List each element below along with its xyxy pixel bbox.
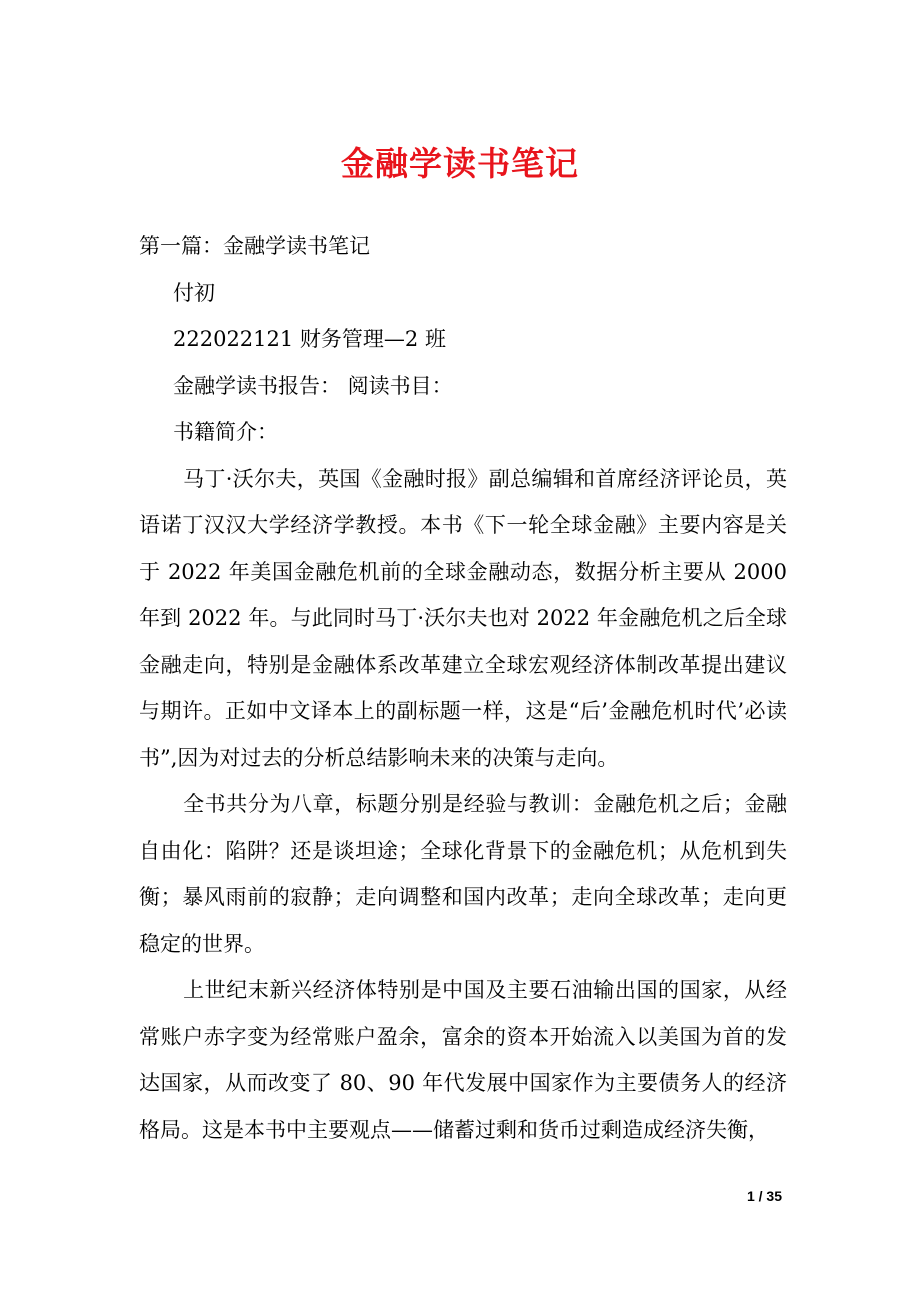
paragraph: 全书共分为八章，标题分别是经验与教训：金融危机之后；金融自由化：陷阱？还是谈坦途；全球化背景下的金融危机；从危机到失衡；暴风雨前的寂静；走向调整和国内改革；走向全球改革；走向更稳定的世界。 [139,792,787,956]
document-body [139,223,787,1153]
intro-heading: 书籍简介： [173,420,278,444]
report-line: 金融学读书报告： 阅读书目： [173,373,453,398]
paragraph: 马丁·沃尔夫，英国《金融时报》副总编辑和首席经济评论员，英语诺丁汉汉大学经济学教授。本书《下一轮全球金融》主要内容是关于 2022 年美国金融危机前的全球金融动态，数据分析主要从 2000 年到 2022 年。与此同时马丁·沃尔夫也对 2022 年金融危机之后全球金融走向，特别是金融体系改革建立全球宏观经济体制改革提出建议与期许。正如中文译本上的副标题一样，这是“后’金融危机时代’必读书”,因为对过去的分析总结影响未来的决策与走向。 [139,466,787,770]
author-name: 付初 [173,280,215,305]
paragraph: 上世纪末新兴经济体特别是中国及主要石油输出国的国家，从经常账户赤字变为经常账户盈余，富余的资本开始流入以美国为首的发达国家，从而改变了 80、90 年代发展中国家作为主要债务人的经济格局。这是本书中主要观点——储蓄过剩和货币过剩造成经济失衡， [139,978,787,1142]
student-info: 222022121 财务管理—2 班 [173,327,446,351]
document-title: 金融学读书笔记 [341,144,579,183]
chapter-heading: 第一篇：金融学读书笔记 [139,234,370,258]
page-indicator: 1 / 35 [746,1188,782,1204]
